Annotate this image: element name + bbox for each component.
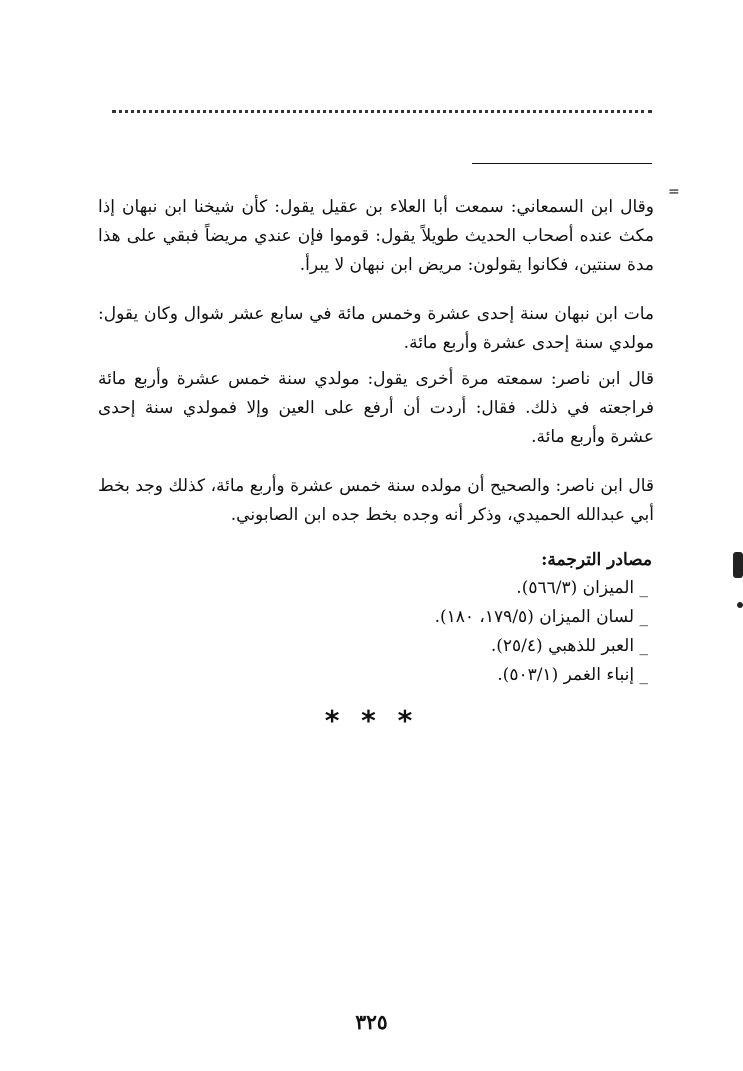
section-separator: * * * <box>324 704 419 737</box>
sources-heading: مصادر الترجمة: <box>541 550 652 570</box>
source-item: _ العبر للذهبي (٢٥/٤). <box>98 632 648 661</box>
page-edge-dot <box>737 602 743 608</box>
source-item: _ الميزان (٥٦٦/٣). <box>98 574 648 603</box>
paragraph-4: قال ابن ناصر: والصحيح أن مولده سنة خمس عشرة وأربع مائة، كذلك وجد بخط أبي عبدالله الحميدي، وذكر أنه وجده بخط جده ابن الصابوني. <box>98 476 654 525</box>
short-rule <box>472 163 652 164</box>
sources-section <box>98 546 654 690</box>
page-number: ٣٢٥ <box>355 1010 388 1034</box>
source-item: _ إنباء الغمر (٥٠٣/١). <box>98 661 648 690</box>
margin-mark: = <box>668 184 680 200</box>
source-item: _ لسان الميزان (١٧٩/٥، ١٨٠). <box>98 603 648 632</box>
sources-list <box>98 574 654 690</box>
paragraph-1: وقال ابن السمعاني: سمعت أبا العلاء بن عقيل يقول: كأن شيخنا ابن نبهان إذا مكث عنده أصحاب الحديث طويلاً يقول: قوموا فإن عندي مريضاً فبقي على هذا مدة سنتين، فكانوا يقولون: مريض ابن نبهان لا يبرأ. <box>98 197 654 275</box>
dotted-header-rule <box>112 110 652 113</box>
paragraph-3: قال ابن ناصر: سمعته مرة أخرى يقول: مولدي سنة خمس عشرة وأربع مائة فراجعته في ذلك. فقال: أردت أن أرفع على العين وإلا فمولدي سنة إحدى عشرة وأربع مائة. <box>98 369 654 447</box>
paragraph-2: مات ابن نبهان سنة إحدى عشرة وخمس مائة في سابع عشر شوال وكان يقول: مولدي سنة إحدى عشرة وأربع مائة. <box>98 304 654 353</box>
page-edge-mark <box>733 552 743 578</box>
